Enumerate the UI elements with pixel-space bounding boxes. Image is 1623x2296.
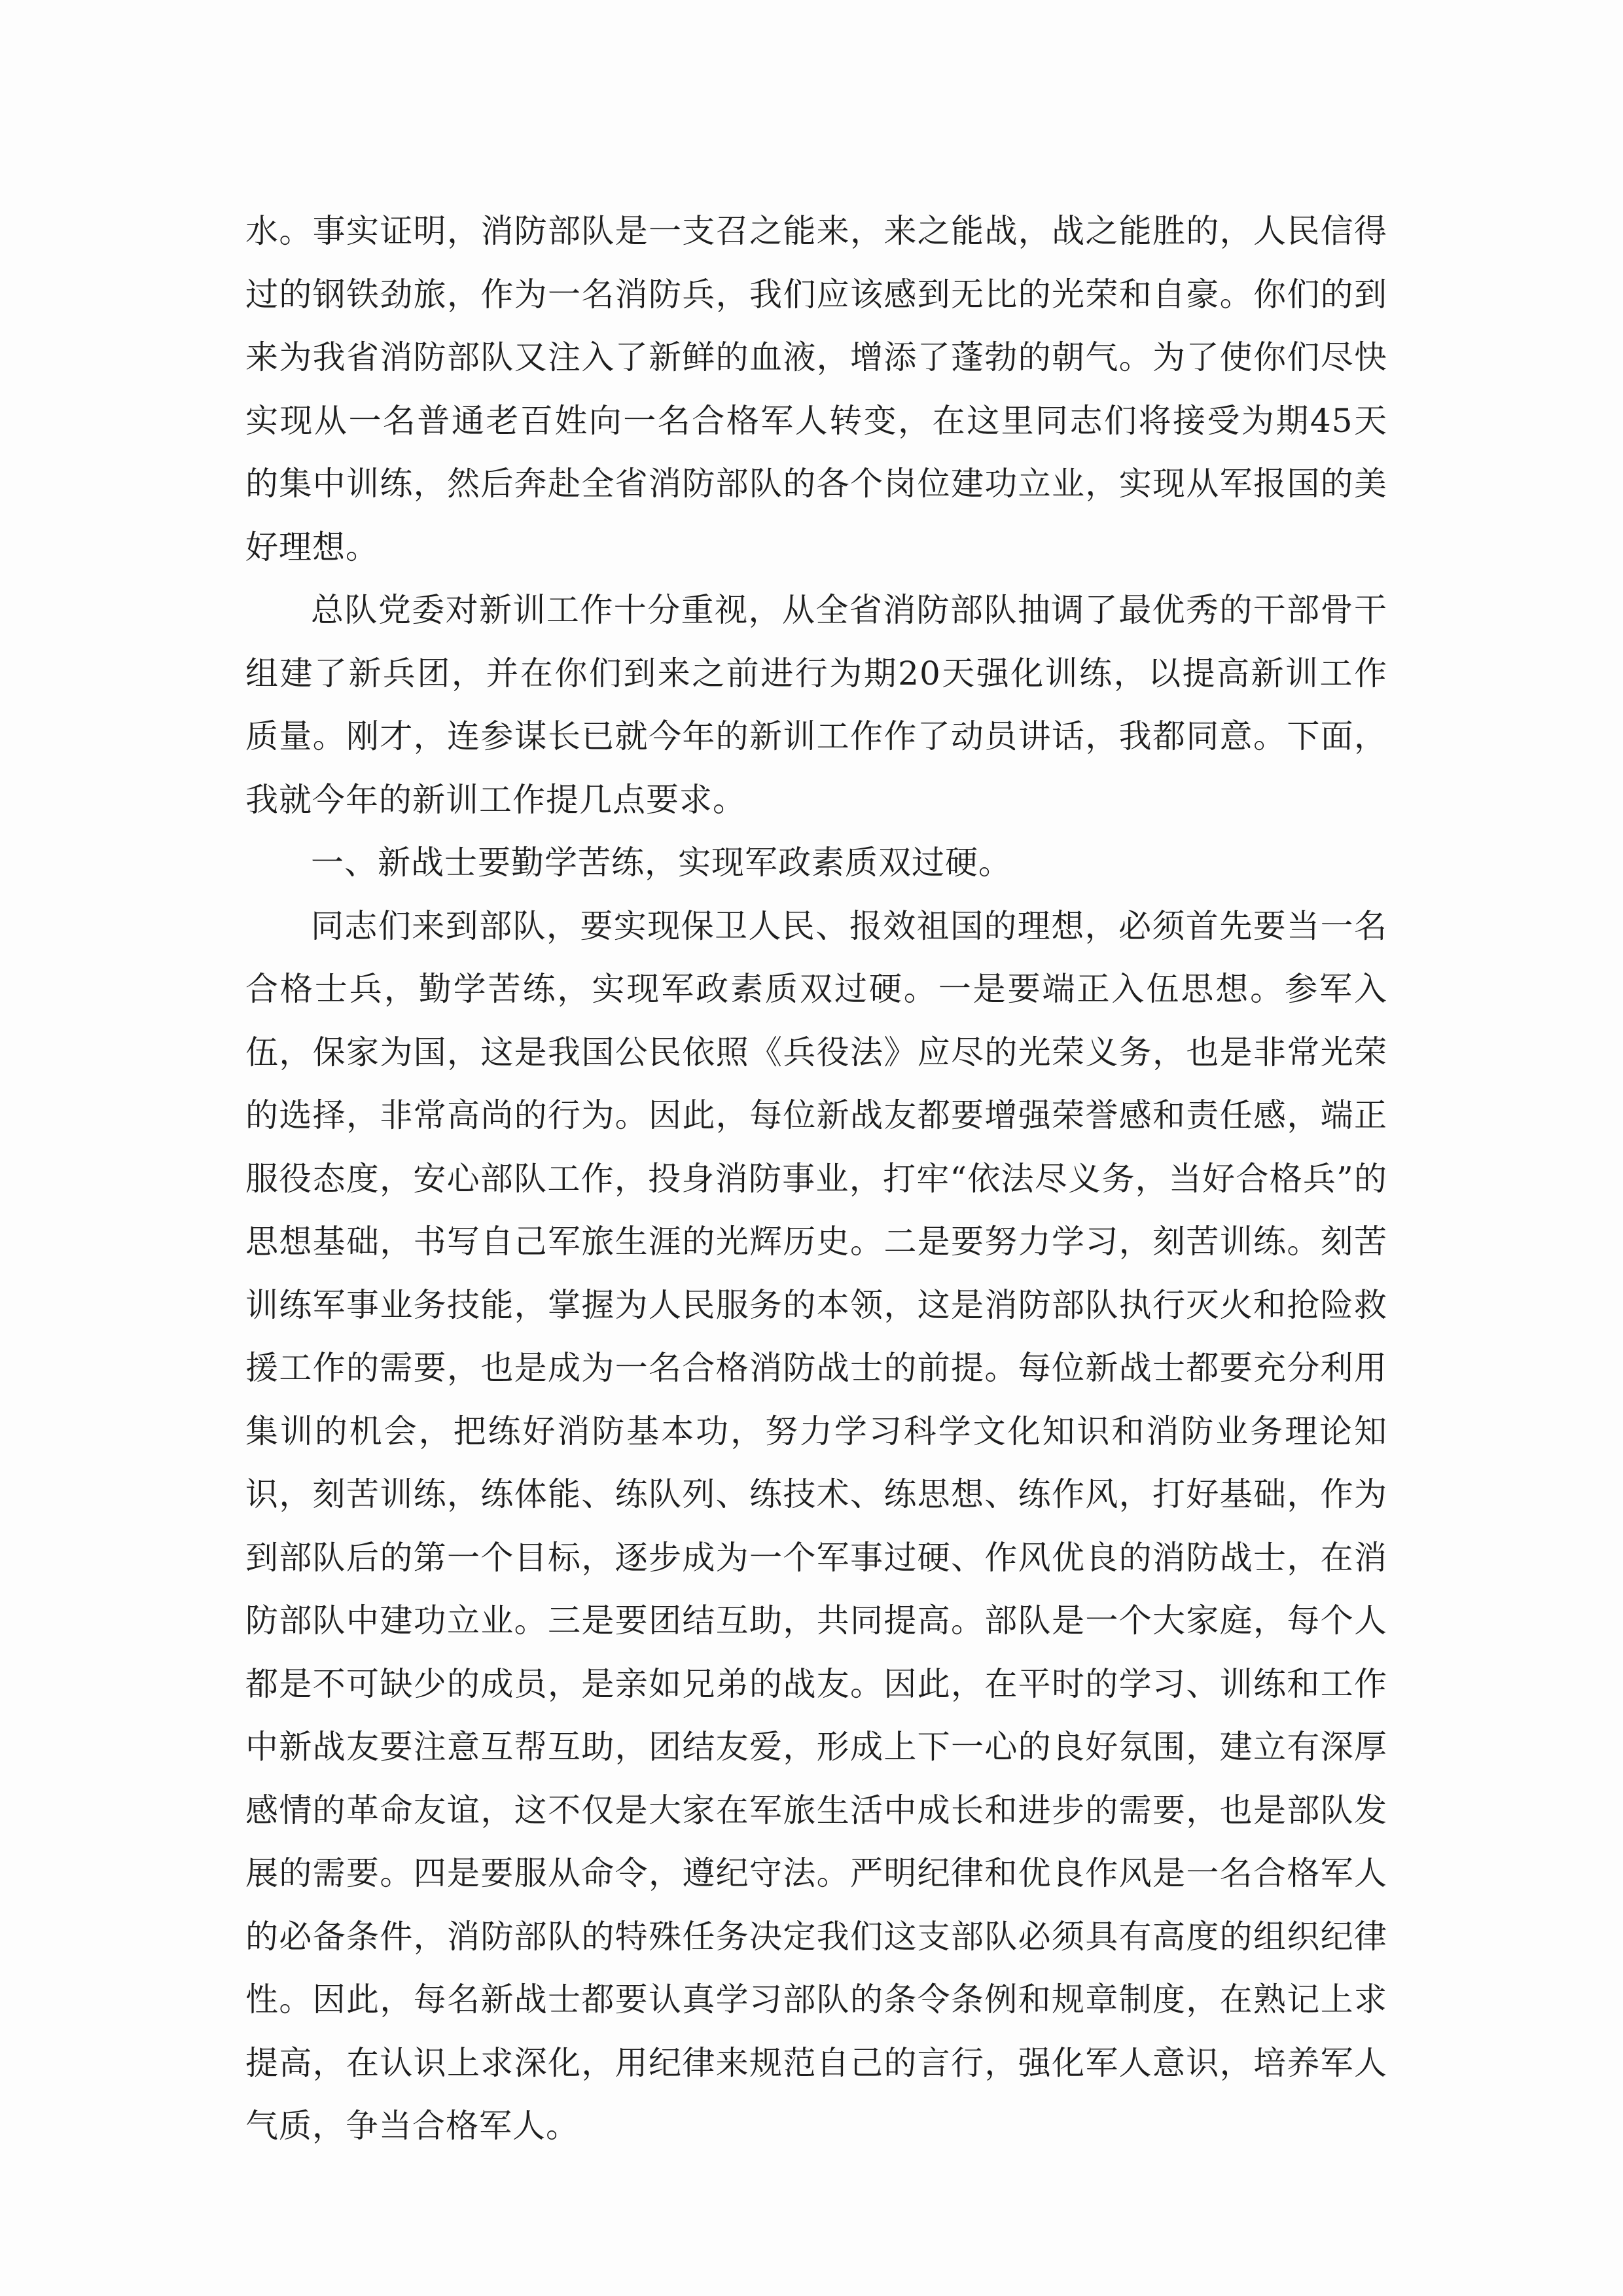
body-text [245, 200, 1387, 2158]
section-heading-1: 一、新战士要勤学苦练，实现军政素质双过硬。 [311, 844, 1012, 882]
paragraph-party-committee: 总队党委对新训工作十分重视，从全省消防部队抽调了最优秀的干部骨干组建了新兵团，并在你们到来之前进行为期20天强化训练，以提高新训工作质量。刚才，连参谋长已就今年的新训工作作了动员讲话，我都同意。下面，我就今年的新训工作提几点要求。 [245, 591, 1387, 819]
paragraph-requirements: 同志们来到部队，要实现保卫人民、报效祖国的理想，必须首先要当一名合格士兵，勤学苦练，实现军政素质双过硬。一是要端正入伍思想。参军入伍，保家为国，这是我国公民依照《兵役法》应尽的光荣义务，也是非常光荣的选择，非常高尚的行为。因此，每位新战友都要增强荣誉感和责任感，端正服役态度，安心部队工作，投身消防事业，打牢“依法尽义务，当好合格兵”的思想基础，书写自己军旅生涯的光辉历史。二是要努力学习，刻苦训练。刻苦训练军事业务技能，掌握为人民服务的本领，这是消防部队执行灭火和抢险救援工作的需要，也是成为一名合格消防战士的前提。每位新战士都要充分利用集训的机会，把练好消防基本功，努力学习科学文化知识和消防业务理论知识，刻苦训练，练体能、练队列、练技术、练思想、练作风，打好基础，作为到部队后的第一个目标，逐步成为一个军事过硬、作风优良的消防战士，在消防部队中建功立业。三是要团结互助，共同提高。部队是一个大家庭，每个人都是不可缺少的成员，是亲如兄弟的战友。因此，在平时的学习、训练和工作中新战友要注意互帮互助，团结友爱，形成上下一心的良好氛围，建立有深厚感情的革命友谊，这不仅是大家在军旅生活中成长和进步的需要，也是部队发展的需要。四是要服从命令，遵纪守法。严明纪律和优良作风是一名合格军人的必备条件，消防部队的特殊任务决定我们这支部队必须具有高度的组织纪律性。因此，每名新战士都要认真学习部队的条令条例和规章制度，在熟记上求提高，在认识上求深化，用纪律来规范自己的言行，强化军人意识，培养军人气质，争当合格军人。 [245, 906, 1387, 2145]
paragraph-continuation: 水。事实证明，消防部队是一支召之能来，来之能战，战之能胜的，人民信得过的钢铁劲旅，作为一名消防兵，我们应该感到无比的光荣和自豪。你们的到来为我省消防部队又注入了新鲜的血液，增添了蓬勃的朝气。为了使你们尽快实现从一名普通老百姓向一名合格军人转变，在这里同志们将接受为期45天的集中训练，然后奔赴全省消防部队的各个岗位建功立业，实现从军报国的美好理想。 [245, 212, 1387, 566]
